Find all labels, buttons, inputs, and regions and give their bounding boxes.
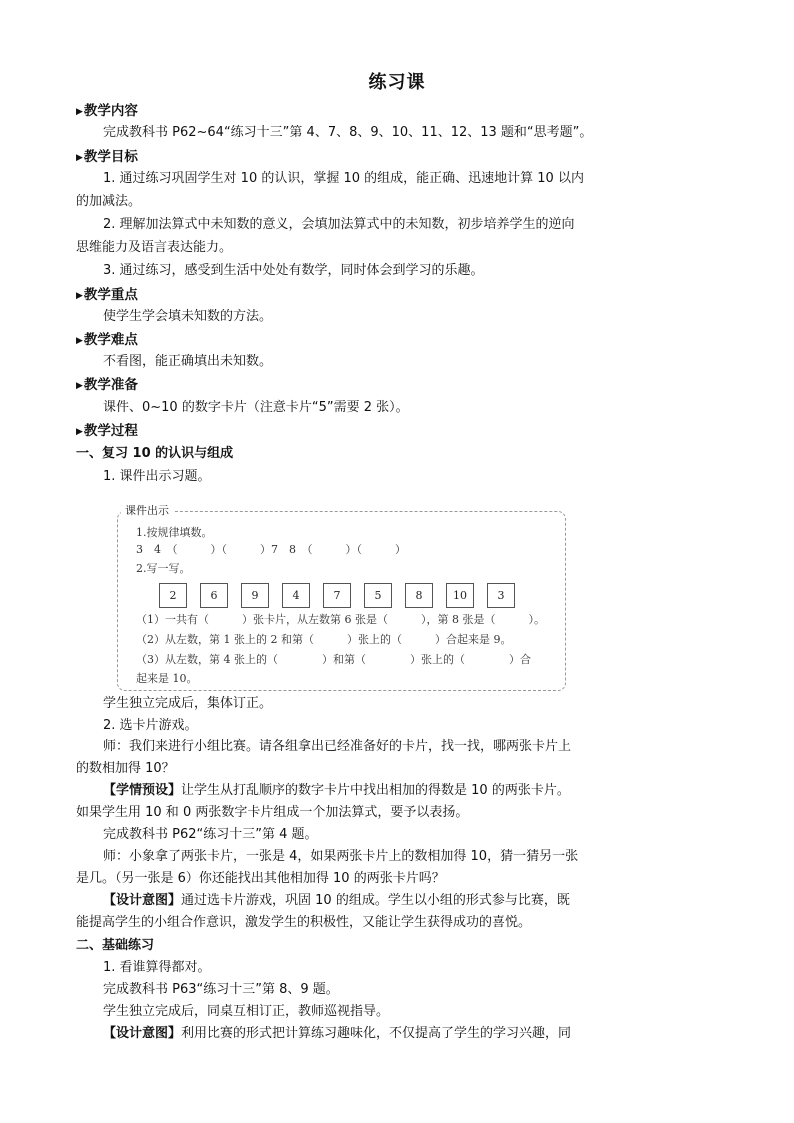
number-card: 5: [364, 583, 392, 608]
triangle-bullet-icon: ▶: [76, 336, 83, 346]
heading-label: 教学目标: [83, 149, 138, 165]
section-heading-difficulty: [76, 331, 138, 350]
intent-tag: 【设计意图】: [103, 893, 182, 908]
intent-text: 利用比赛的形式把计算练习趣味化，不仅提高了学生的学习兴趣，同: [181, 1026, 572, 1041]
intent-line-1b: 能提高学生的小组合作意识，激发学生的积极性，又能让学生获得成功的喜悦。: [76, 915, 532, 930]
heading-label: 教学重点: [83, 287, 138, 303]
part-1-heading: 一、复习 10 的认识与组成: [76, 446, 234, 461]
heading-label: 教学内容: [83, 103, 138, 119]
textbook-p62: 完成教科书 P62“练习十三”第 4 题。: [103, 827, 318, 842]
after-box-text: 学生独立完成后，集体订正。: [103, 696, 273, 711]
goal-1-line-2: 的加减法。: [76, 194, 142, 209]
number-card: 10: [446, 583, 474, 608]
part-2-item-1: 1. 看谁算得都对。: [103, 960, 211, 975]
number-card: 7: [323, 583, 351, 608]
intent-tag: 【设计意图】: [103, 1026, 182, 1041]
courseware-tag: 课件出示: [121, 502, 173, 518]
number-card: 8: [405, 583, 433, 608]
number-card: 9: [241, 583, 269, 608]
textbook-p63: 完成教科书 P63“练习十三”第 8、9 题。: [103, 982, 339, 997]
page-title: 练习课: [368, 72, 426, 93]
intent-text: 通过选卡片游戏，巩固 10 的组成。学生以小组的形式参与比赛，既: [181, 893, 570, 908]
section-heading-key: [76, 286, 138, 305]
preset-text: 让学生从打乱顺序的数字卡片中找出相加的得数是 10 的两张卡片。: [181, 783, 570, 798]
question-2-line-2: （2）从左数，第 1 张上的 2 和第（ ）张上的（ ）合起来是 9。: [136, 633, 512, 646]
triangle-bullet-icon: ▶: [76, 381, 83, 391]
goal-3: 3. 通过练习，感受到生活中处处有数学，同时体会到学习的乐趣。: [103, 263, 484, 278]
question-1-sequence: 3 4 （ ）（ ）7 8 （ ）（ ）: [136, 543, 406, 556]
preset-line-b: 如果学生用 10 和 0 两张数字卡片组成一个加法算式，要予以表扬。: [76, 805, 469, 820]
section-heading-content: [76, 102, 138, 121]
triangle-bullet-icon: ▶: [76, 107, 83, 117]
goal-2-line-1: 2. 理解加法算式中未知数的意义，会填加法算式中的未知数，初步培养学生的逆向: [103, 217, 575, 232]
question-2-line-4: 起来是 10。: [136, 672, 198, 685]
triangle-bullet-icon: ▶: [76, 291, 83, 301]
question-1-title: 1.按规律填数。: [136, 526, 213, 539]
number-card: 4: [282, 583, 310, 608]
part-1-item-2: 2. 选卡片游戏。: [103, 718, 198, 733]
teacher-line-2a: 师：小象拿了两张卡片，一张是 4，如果两张卡片上的数相加得 10，猜一猜另一张: [103, 849, 579, 864]
goal-1-line-1: 1. 通过练习巩固学生对 10 的认识，掌握 10 的组成，能正确、迅速地计算 10 以内: [103, 171, 584, 186]
teacher-line-2b: 是几。（另一张是 6）你还能找出其他相加得 10 的两张卡片吗？: [76, 871, 445, 886]
heading-label: 教学过程: [83, 423, 138, 439]
section-heading-preparation: [76, 376, 138, 395]
section-heading-goals: [76, 148, 138, 167]
teacher-line-1b: 的数相加得 10？: [76, 761, 175, 776]
triangle-bullet-icon: ▶: [76, 427, 83, 437]
heading-label: 教学难点: [83, 332, 138, 348]
number-card: 2: [159, 583, 187, 608]
question-2-line-1: （1）一共有（ ）张卡片，从左数第 6 张是（ ），第 8 张是（ ）。: [136, 613, 545, 626]
part-2-heading: 二、基础练习: [76, 938, 155, 953]
number-card: 6: [200, 583, 228, 608]
question-2-title: 2.写一写。: [136, 562, 191, 575]
preset-tag: 【学情预设】: [103, 783, 182, 798]
part-1-item-1: 1. 课件出示习题。: [103, 469, 211, 484]
difficulty-text: 不看图，能正确填出未知数。: [103, 354, 273, 369]
number-card: 3: [487, 583, 515, 608]
preset-line-a: [103, 782, 570, 800]
goal-2-line-2: 思维能力及语言表达能力。: [76, 240, 233, 255]
heading-label: 教学准备: [83, 377, 138, 393]
part-2-check: 学生独立完成后，同桌互相订正，教师巡视指导。: [103, 1004, 390, 1019]
intent-line-1a: [103, 892, 570, 910]
preparation-text: 课件、0~10 的数字卡片（注意卡片“5”需要 2 张）。: [103, 400, 409, 415]
intent-line-2: [103, 1025, 571, 1043]
teacher-line-1a: 师：我们来进行小组比赛。请各组拿出已经准备好的卡片，找一找，哪两张卡片上: [103, 739, 572, 754]
triangle-bullet-icon: ▶: [76, 153, 83, 163]
question-2-line-3: （3）从左数，第 4 张上的（ ）和第（ ）张上的（ ）合: [136, 653, 531, 666]
section-heading-process: [76, 422, 138, 441]
key-text: 使学生学会填未知数的方法。: [103, 309, 273, 324]
content-text: 完成教科书 P62~64“练习十三”第 4、7、8、9、10、11、12、13 题和“思考题”。: [103, 125, 593, 140]
